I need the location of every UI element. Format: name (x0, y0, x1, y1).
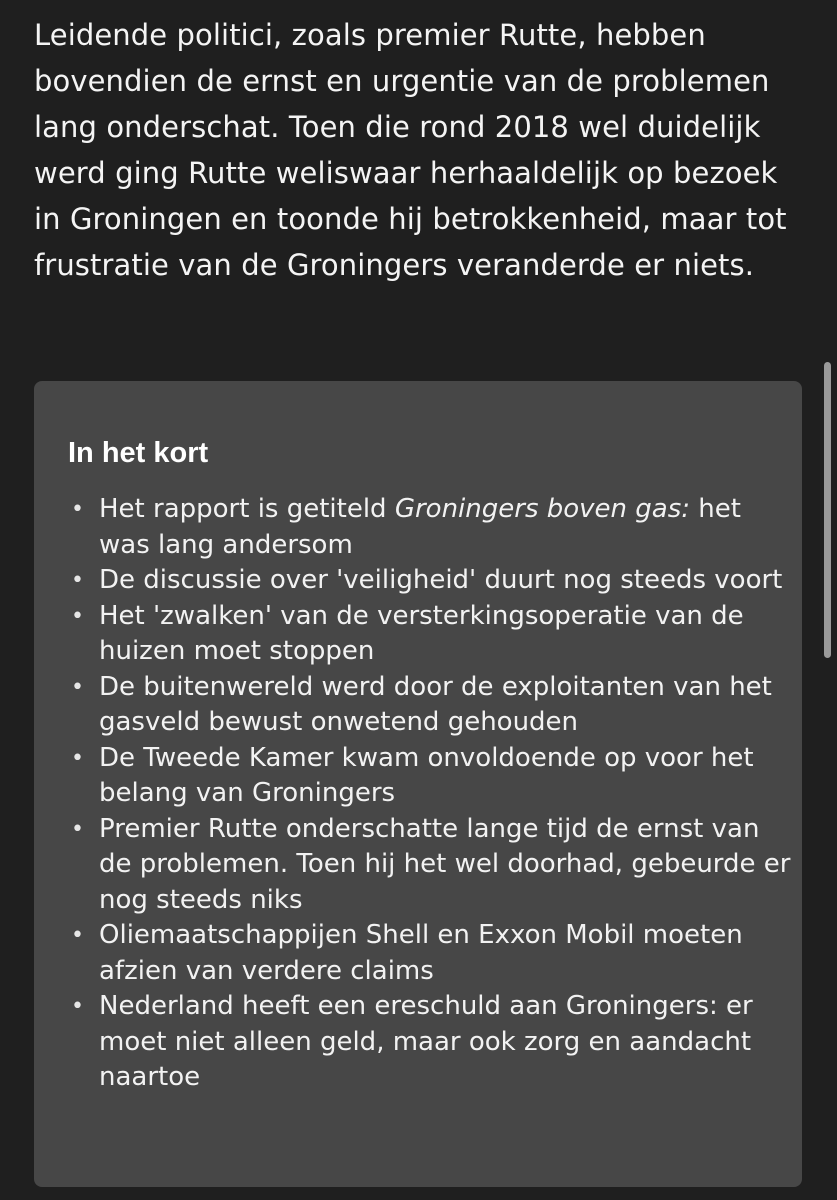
list-item-text: Premier Rutte onderschatte lange tijd de ernst van de problemen. Toen hij het wel doorhad, gebeurde er nog steeds niks (99, 813, 791, 915)
list-item-text: De Tweede Kamer kwam onvoldoende op voor het belang van Groningers (99, 742, 754, 808)
bullet-icon: • (71, 816, 84, 842)
bullet-icon: • (71, 603, 84, 629)
list-item (68, 741, 798, 812)
list-item (68, 989, 798, 1096)
bullet-icon: • (71, 497, 84, 522)
summary-list (68, 492, 798, 1096)
bullet-icon: • (71, 674, 84, 700)
summary-box (34, 381, 802, 1187)
list-item (68, 563, 798, 599)
list-item (68, 918, 798, 989)
list-item (68, 599, 798, 670)
scrollbar-thumb[interactable] (824, 362, 831, 658)
list-item-text: Oliemaatschappijen Shell en Exxon Mobil moeten afzien van verdere claims (99, 920, 743, 986)
bullet-icon: • (71, 994, 84, 1019)
list-item (68, 670, 798, 741)
bullet-icon: • (71, 568, 84, 593)
bullet-icon: • (71, 923, 84, 948)
list-item (68, 492, 798, 563)
bullet-icon: • (71, 745, 84, 771)
list-item-text: Het 'zwalken' van de versterkingsoperatie van de huizen moet stoppen (99, 600, 744, 666)
report-title-emphasis: Groningers boven gas: (394, 494, 691, 524)
list-item-text: het was lang andersom (99, 494, 741, 560)
summary-title: In het kort (68, 437, 209, 469)
list-item-text: De buitenwereld werd door de exploitanten van het gasveld bewust onwetend gehouden (99, 671, 772, 737)
intro-paragraph: Leidende politici, zoals premier Rutte, hebben bovendien de ernst en urgentie van de problemen lang onderschat. Toen die rond 2018 wel duidelijk werd ging Rutte weliswaar herhaaldelijk op bezoek in Groningen en toonde hij betrokkenheid, maar tot frustratie van de Groningers veranderde er niets. (34, 18, 787, 282)
list-item-text: Nederland heeft een ereschuld aan Groningers: er moet niet alleen geld, maar ook zorg en aandacht naartoe (99, 991, 753, 1092)
list-item-text: De discussie over 'veiligheid' duurt nog steeds voort (99, 565, 783, 595)
list-item (68, 812, 798, 919)
list-item-text: Het rapport is getiteld (99, 494, 395, 524)
